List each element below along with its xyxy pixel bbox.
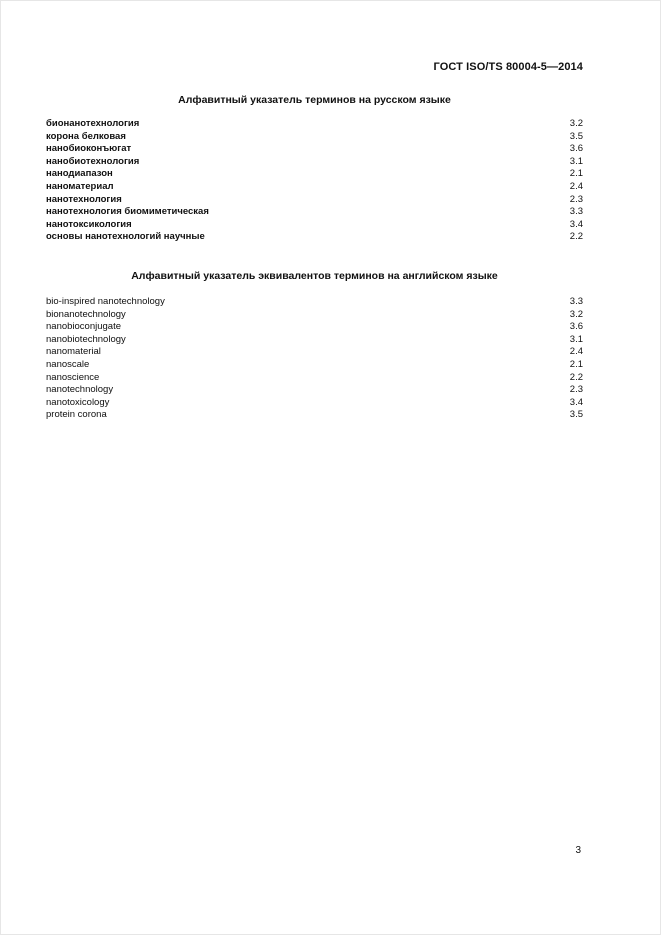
english-index-row [46, 296, 583, 309]
english-index-row [46, 384, 583, 397]
russian-index-term: бионанотехнология [46, 118, 140, 129]
russian-index-term: нанодиапазон [46, 168, 113, 180]
english-index-ref: 3.6 [569, 321, 583, 333]
english-index-row [46, 409, 583, 422]
english-index-term: bionanotechnology [46, 308, 126, 320]
english-index-ref: 3.5 [569, 409, 583, 421]
russian-index-title: Алфавитный указатель терминов на русском языке [178, 94, 451, 106]
english-index-ref: 3.3 [569, 296, 583, 307]
russian-index-ref: 2.3 [569, 193, 583, 205]
english-index-ref: 2.4 [569, 346, 583, 358]
english-index-term: nanobiotechnology [46, 333, 126, 345]
russian-index-ref: 3.3 [569, 206, 583, 218]
russian-index-row [46, 181, 583, 194]
english-index-row [46, 321, 583, 334]
russian-index-term: нанотоксикология [46, 218, 132, 230]
english-index-term: nanotechnology [46, 384, 114, 396]
english-index-term: nanomaterial [46, 346, 101, 358]
english-index-row [46, 372, 583, 385]
russian-index-row [46, 206, 583, 219]
english-index-ref: 3.1 [569, 333, 583, 345]
russian-index-row [46, 219, 583, 232]
russian-index-ref: 3.5 [569, 130, 583, 142]
english-index-term: nanoscience [46, 371, 100, 383]
russian-index-ref: 2.4 [569, 180, 583, 192]
russian-index-ref: 3.2 [569, 118, 583, 129]
page-number: 3 [575, 845, 581, 856]
russian-index-term: корона белковая [46, 130, 126, 142]
english-index-ref: 3.2 [569, 308, 583, 320]
russian-index-row [46, 156, 583, 169]
russian-index-ref: 3.6 [569, 143, 583, 155]
russian-index-term: нанотехнология [46, 193, 122, 205]
english-index-term: nanobioconjugate [46, 321, 122, 333]
english-index-ref: 3.4 [569, 396, 583, 408]
english-index-ref: 2.3 [569, 384, 583, 396]
english-index-term: nanotoxicology [46, 396, 110, 408]
russian-index-term: нанотехнология биомиметическая [46, 206, 209, 218]
russian-index-term: нанобиотехнология [46, 155, 140, 167]
english-index-ref: 2.2 [569, 371, 583, 383]
document-code: ГОСТ ISO/TS 80004-5—2014 [433, 61, 583, 73]
english-index-title: Алфавитный указатель эквивалентов терминов на английском языке [131, 270, 498, 282]
english-index-row [46, 309, 583, 322]
russian-index-ref: 2.2 [569, 231, 583, 243]
english-index-row [46, 359, 583, 372]
russian-index-term: наноматериал [46, 180, 114, 192]
russian-index-row [46, 194, 583, 207]
russian-index-ref: 2.1 [569, 168, 583, 180]
russian-index-row [46, 168, 583, 181]
russian-index-ref: 3.1 [569, 155, 583, 167]
russian-index-ref: 3.4 [569, 218, 583, 230]
english-index-row [46, 346, 583, 359]
english-index-list [46, 296, 583, 422]
russian-index-term: нанобиоконъюгат [46, 143, 132, 155]
english-index-term: protein corona [46, 409, 107, 421]
english-index-term: bio-inspired nanotechnology [46, 296, 165, 307]
russian-index-row [46, 231, 583, 244]
russian-index-row [46, 118, 583, 131]
english-index-term: nanoscale [46, 358, 90, 370]
russian-index-list [46, 118, 583, 244]
russian-index-row [46, 143, 583, 156]
russian-index-row [46, 131, 583, 144]
english-index-row [46, 397, 583, 410]
english-index-ref: 2.1 [569, 358, 583, 370]
russian-index-term: основы нанотехнологий научные [46, 231, 205, 243]
english-index-row [46, 334, 583, 347]
